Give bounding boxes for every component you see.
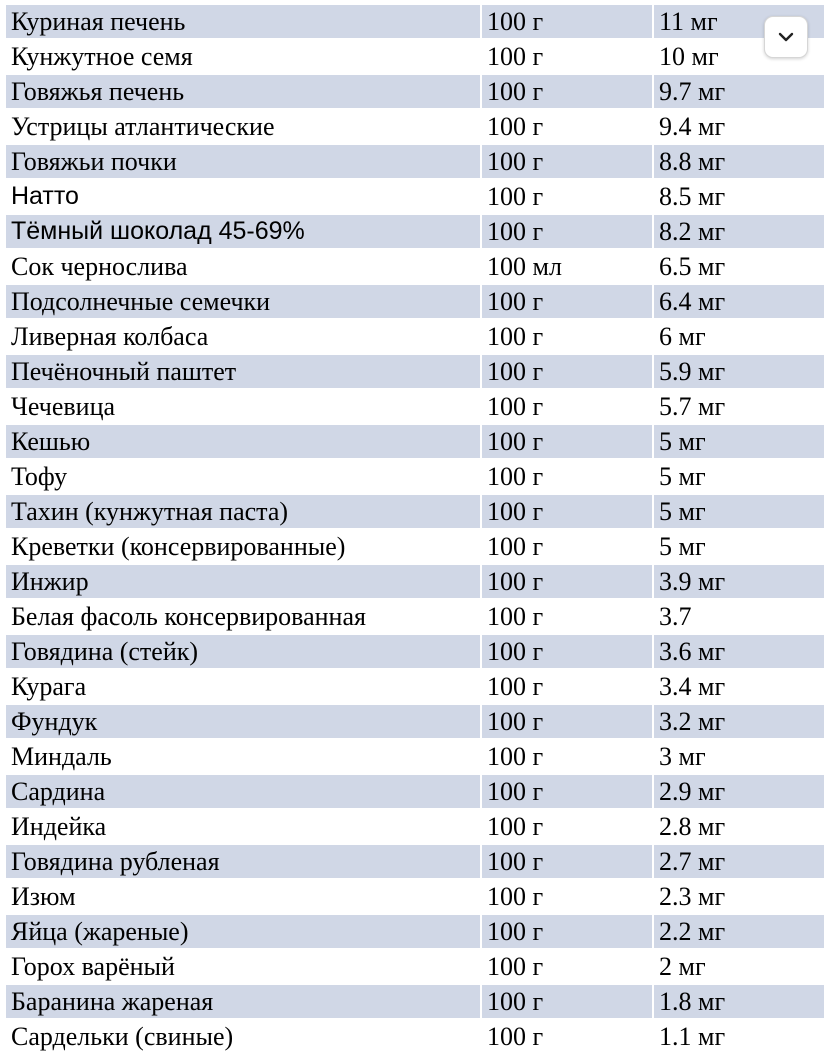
food-name-cell: Говяжьи почки bbox=[6, 145, 480, 178]
portion-cell: 100 г bbox=[482, 565, 652, 598]
iron-content-table bbox=[4, 3, 826, 1055]
iron-amount-cell: 9.4 мг bbox=[654, 110, 824, 143]
table-row bbox=[6, 880, 824, 913]
food-name-cell: Подсолнечные семечки bbox=[6, 285, 480, 318]
table-row bbox=[6, 495, 824, 528]
food-name-cell: Сардельки (свиные) bbox=[6, 1020, 480, 1053]
food-name-cell: Кешью bbox=[6, 425, 480, 458]
iron-amount-cell: 8.8 мг bbox=[654, 145, 824, 178]
table-row bbox=[6, 915, 824, 948]
portion-cell: 100 г bbox=[482, 985, 652, 1018]
table-row bbox=[6, 670, 824, 703]
food-name-cell: Курага bbox=[6, 670, 480, 703]
iron-amount-cell: 5 мг bbox=[654, 495, 824, 528]
table-row bbox=[6, 75, 824, 108]
table-row bbox=[6, 320, 824, 353]
table-row bbox=[6, 740, 824, 773]
portion-cell: 100 г bbox=[482, 810, 652, 843]
dropdown-toggle-button[interactable] bbox=[764, 16, 808, 58]
iron-amount-cell: 2.2 мг bbox=[654, 915, 824, 948]
portion-cell: 100 г bbox=[482, 5, 652, 38]
table-row bbox=[6, 460, 824, 493]
food-name-cell: Инжир bbox=[6, 565, 480, 598]
portion-cell: 100 г bbox=[482, 425, 652, 458]
portion-cell: 100 г bbox=[482, 705, 652, 738]
table-row bbox=[6, 425, 824, 458]
food-name-cell: Устрицы атлантические bbox=[6, 110, 480, 143]
table-row bbox=[6, 530, 824, 563]
food-name-cell: Креветки (консервированные) bbox=[6, 530, 480, 563]
food-name-cell: Натто bbox=[6, 180, 480, 213]
table-row bbox=[6, 565, 824, 598]
iron-amount-cell: 2.9 мг bbox=[654, 775, 824, 808]
iron-amount-cell: 6 мг bbox=[654, 320, 824, 353]
iron-amount-cell: 5.9 мг bbox=[654, 355, 824, 388]
iron-amount-cell: 8.5 мг bbox=[654, 180, 824, 213]
table-row bbox=[6, 985, 824, 1018]
portion-cell: 100 г bbox=[482, 845, 652, 878]
portion-cell: 100 г bbox=[482, 1020, 652, 1053]
iron-amount-cell: 3.2 мг bbox=[654, 705, 824, 738]
food-name-cell: Сардина bbox=[6, 775, 480, 808]
portion-cell: 100 г bbox=[482, 110, 652, 143]
table-row bbox=[6, 810, 824, 843]
food-name-cell: Фундук bbox=[6, 705, 480, 738]
food-name-cell: Белая фасоль консервированная bbox=[6, 600, 480, 633]
portion-cell: 100 г bbox=[482, 635, 652, 668]
iron-amount-cell: 2.8 мг bbox=[654, 810, 824, 843]
iron-amount-cell: 1.1 мг bbox=[654, 1020, 824, 1053]
iron-amount-cell: 5.7 мг bbox=[654, 390, 824, 423]
portion-cell: 100 г bbox=[482, 530, 652, 563]
portion-cell: 100 г bbox=[482, 740, 652, 773]
portion-cell: 100 мл bbox=[482, 250, 652, 283]
table-row bbox=[6, 110, 824, 143]
iron-amount-cell: 6.5 мг bbox=[654, 250, 824, 283]
iron-amount-cell: 3.7 bbox=[654, 600, 824, 633]
portion-cell: 100 г bbox=[482, 670, 652, 703]
portion-cell: 100 г bbox=[482, 215, 652, 248]
iron-amount-cell: 3.9 мг bbox=[654, 565, 824, 598]
food-name-cell: Говядина (стейк) bbox=[6, 635, 480, 668]
iron-amount-cell: 6.4 мг bbox=[654, 285, 824, 318]
table-body bbox=[6, 5, 824, 1053]
food-name-cell: Куриная печень bbox=[6, 5, 480, 38]
iron-amount-cell: 5 мг bbox=[654, 460, 824, 493]
iron-amount-cell: 11 мг bbox=[654, 5, 824, 38]
food-name-cell: Кунжутное семя bbox=[6, 40, 480, 73]
portion-cell: 100 г bbox=[482, 880, 652, 913]
iron-amount-cell: 2.3 мг bbox=[654, 880, 824, 913]
table-row bbox=[6, 775, 824, 808]
table-row bbox=[6, 635, 824, 668]
food-name-cell: Индейка bbox=[6, 810, 480, 843]
iron-amount-cell: 10 мг bbox=[654, 40, 824, 73]
food-name-cell: Печёночный паштет bbox=[6, 355, 480, 388]
food-name-cell: Сок чернослива bbox=[6, 250, 480, 283]
table-row bbox=[6, 950, 824, 983]
table-row bbox=[6, 1020, 824, 1053]
food-name-cell: Чечевица bbox=[6, 390, 480, 423]
iron-amount-cell: 9.7 мг bbox=[654, 75, 824, 108]
iron-amount-cell: 3.6 мг bbox=[654, 635, 824, 668]
portion-cell: 100 г bbox=[482, 285, 652, 318]
iron-amount-cell: 5 мг bbox=[654, 530, 824, 563]
iron-amount-cell: 2 мг bbox=[654, 950, 824, 983]
portion-cell: 100 г bbox=[482, 600, 652, 633]
portion-cell: 100 г bbox=[482, 145, 652, 178]
food-name-cell: Ливерная колбаса bbox=[6, 320, 480, 353]
portion-cell: 100 г bbox=[482, 950, 652, 983]
food-name-cell: Яйца (жареные) bbox=[6, 915, 480, 948]
food-name-cell: Баранина жареная bbox=[6, 985, 480, 1018]
table-row bbox=[6, 215, 824, 248]
table-row bbox=[6, 390, 824, 423]
food-name-cell: Горох варёный bbox=[6, 950, 480, 983]
table-row bbox=[6, 355, 824, 388]
food-name-cell: Говяжья печень bbox=[6, 75, 480, 108]
portion-cell: 100 г bbox=[482, 775, 652, 808]
food-name-cell: Тофу bbox=[6, 460, 480, 493]
portion-cell: 100 г bbox=[482, 355, 652, 388]
food-name-cell: Тахин (кунжутная паста) bbox=[6, 495, 480, 528]
food-name-cell: Миндаль bbox=[6, 740, 480, 773]
table-row bbox=[6, 250, 824, 283]
food-name-cell: Изюм bbox=[6, 880, 480, 913]
table-row bbox=[6, 180, 824, 213]
iron-amount-cell: 3.4 мг bbox=[654, 670, 824, 703]
table-row bbox=[6, 5, 824, 38]
portion-cell: 100 г bbox=[482, 495, 652, 528]
chevron-down-icon bbox=[778, 32, 794, 42]
iron-amount-cell: 8.2 мг bbox=[654, 215, 824, 248]
table-row bbox=[6, 145, 824, 178]
table-row bbox=[6, 600, 824, 633]
food-name-cell: Тёмный шоколад 45-69% bbox=[6, 215, 480, 248]
portion-cell: 100 г bbox=[482, 75, 652, 108]
portion-cell: 100 г bbox=[482, 40, 652, 73]
table-row bbox=[6, 845, 824, 878]
iron-amount-cell: 2.7 мг bbox=[654, 845, 824, 878]
food-name-cell: Говядина рубленая bbox=[6, 845, 480, 878]
table-row bbox=[6, 40, 824, 73]
table-row bbox=[6, 705, 824, 738]
iron-amount-cell: 3 мг bbox=[654, 740, 824, 773]
portion-cell: 100 г bbox=[482, 180, 652, 213]
portion-cell: 100 г bbox=[482, 320, 652, 353]
iron-amount-cell: 1.8 мг bbox=[654, 985, 824, 1018]
portion-cell: 100 г bbox=[482, 390, 652, 423]
portion-cell: 100 г bbox=[482, 460, 652, 493]
table-row bbox=[6, 285, 824, 318]
iron-amount-cell: 5 мг bbox=[654, 425, 824, 458]
portion-cell: 100 г bbox=[482, 915, 652, 948]
